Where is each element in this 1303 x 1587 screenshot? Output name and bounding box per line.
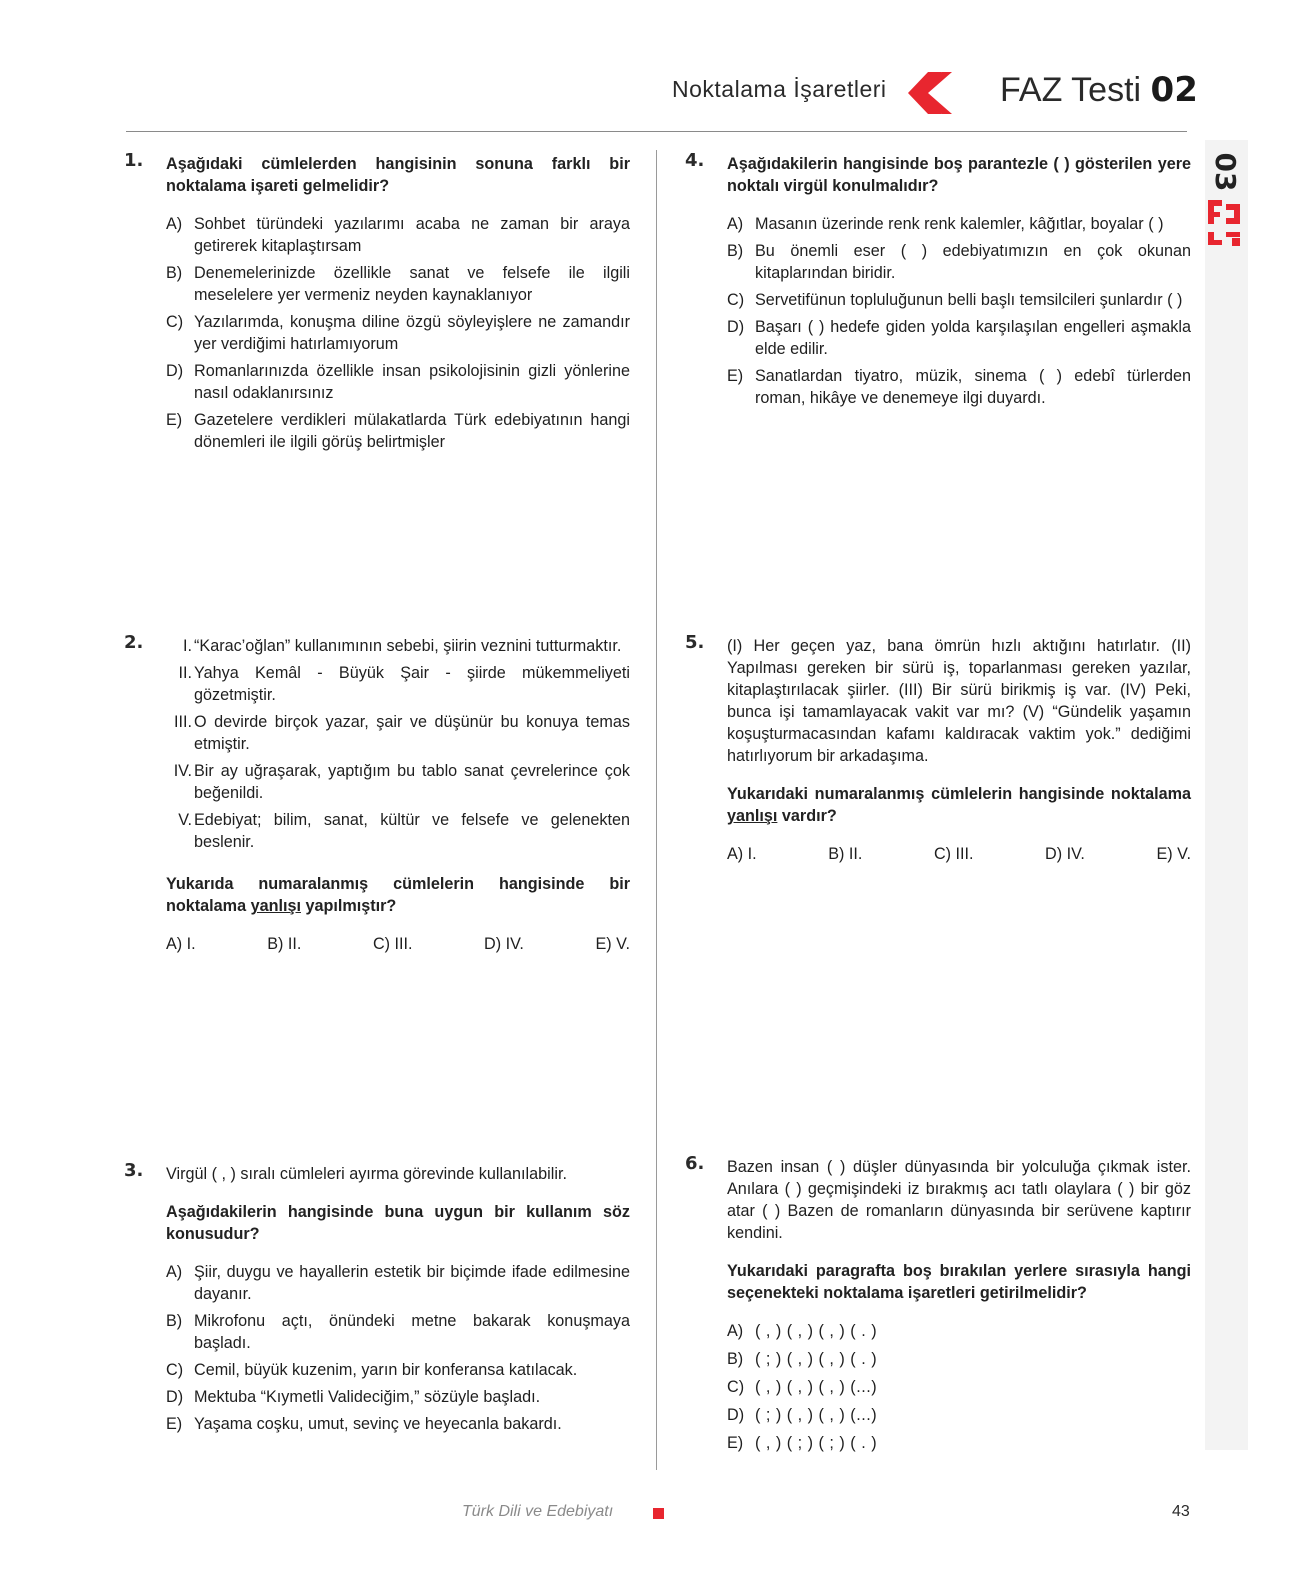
statement-i bbox=[166, 635, 630, 657]
option-b[interactable] bbox=[166, 262, 630, 306]
option-text: Şiir, duygu ve hayallerin estetik bir biçimde ifade edilmesine dayanır. bbox=[194, 1263, 630, 1303]
option-text: Yaşama coşku, umut, sevinç ve heyecanla bakardı. bbox=[194, 1415, 562, 1433]
statement-iv bbox=[166, 760, 630, 804]
option-letter: C) bbox=[727, 291, 745, 309]
question-number: 2. bbox=[124, 632, 144, 653]
roman-numeral: IV. bbox=[173, 762, 192, 780]
question-number: 3. bbox=[124, 1160, 144, 1181]
option-letter: C) bbox=[166, 313, 184, 331]
question-number: 1. bbox=[124, 150, 144, 171]
question-stem bbox=[727, 783, 1191, 827]
option-text: Romanlarınızda özellikle insan psikolojisinin gizli yönlerine nasıl odaklanırsınız bbox=[194, 362, 630, 402]
option-e[interactable] bbox=[727, 365, 1191, 409]
option-text: ( , ) ( , ) ( , ) ( . ) bbox=[755, 1322, 878, 1340]
question-intro: Virgül ( , ) sıralı cümleleri ayırma görevinde kullanılabilir. bbox=[166, 1165, 567, 1183]
option-letter: E) bbox=[166, 411, 183, 429]
statement-v bbox=[166, 809, 630, 853]
option-letter: E) bbox=[166, 1415, 183, 1433]
option-text: Başarı ( ) hedefe giden yolda karşılaşılan engelleri aşmakla elde edilir. bbox=[755, 318, 1191, 358]
option-letter: B) bbox=[727, 1350, 744, 1368]
option-text: Mektuba “Kıymetli Valideciğim,” sözüyle başladı. bbox=[194, 1388, 541, 1406]
roman-numeral: I. bbox=[183, 637, 192, 655]
option-c[interactable]: C) III. bbox=[372, 935, 413, 953]
option-letter: C) bbox=[727, 1378, 745, 1396]
option-text: Sanatlardan tiyatro, müzik, sinema ( ) edebî türlerden roman, hikâye ve denemeye ilgi duyardı. bbox=[755, 367, 1191, 407]
option-d[interactable]: D) IV. bbox=[1045, 845, 1085, 863]
question-number: 6. bbox=[685, 1153, 705, 1174]
option-e[interactable]: E) V. bbox=[595, 935, 630, 953]
option-d[interactable] bbox=[166, 360, 630, 404]
option-a[interactable] bbox=[166, 213, 630, 257]
roman-numeral: III. bbox=[174, 713, 192, 731]
page-number: 43 bbox=[1172, 1503, 1190, 1520]
question-3 bbox=[124, 1160, 630, 1440]
option-e[interactable] bbox=[727, 1432, 1191, 1454]
option-b[interactable] bbox=[727, 1348, 1191, 1370]
option-e[interactable] bbox=[166, 1413, 630, 1435]
option-e[interactable] bbox=[166, 409, 630, 453]
option-b[interactable] bbox=[166, 1310, 630, 1354]
option-letter: B) bbox=[166, 1312, 183, 1330]
statement-ii bbox=[166, 662, 630, 706]
side-strip bbox=[1205, 140, 1248, 1450]
option-letter: D) bbox=[166, 1388, 184, 1406]
option-text: Masanın üzerinde renk renk kalemler, kâğıtlar, boyalar ( ) bbox=[755, 215, 1164, 233]
option-a[interactable]: A) I. bbox=[727, 845, 757, 863]
roman-numeral: II. bbox=[178, 664, 192, 682]
roman-numeral: V. bbox=[178, 811, 192, 829]
option-e[interactable]: E) V. bbox=[1156, 845, 1191, 863]
option-text: Denemelerinizde özellikle sanat ve felsefe ile ilgili meselelere yer vermeniz neyden kaynaklanıyor bbox=[194, 264, 630, 304]
statement-text: Bir ay uğraşarak, yaptığım bu tablo sanat çevrelerince çok beğenildi. bbox=[194, 762, 630, 802]
option-b[interactable]: B) II. bbox=[828, 845, 863, 863]
options-row bbox=[727, 843, 1191, 865]
statement-iii bbox=[166, 711, 630, 755]
question-number: 5. bbox=[685, 632, 705, 653]
option-a[interactable] bbox=[727, 213, 1191, 235]
options-list bbox=[727, 1320, 1191, 1454]
section-title: Noktalama İşaretleri bbox=[672, 76, 887, 102]
option-text: ( ; ) ( , ) ( , ) ( . ) bbox=[755, 1350, 878, 1368]
question-4 bbox=[685, 150, 1191, 414]
option-letter: D) bbox=[727, 318, 745, 336]
stem-underlined: yanlışı bbox=[727, 807, 778, 825]
question-stem: Aşağıdakilerin hangisinde buna uygun bir kullanım söz konusudur? bbox=[166, 1203, 630, 1243]
option-c[interactable]: C) III. bbox=[933, 845, 974, 863]
option-b[interactable]: B) II. bbox=[267, 935, 302, 953]
option-letter: E) bbox=[727, 367, 744, 385]
stem-text: Yukarıda numaralanmış cümlelerin hangisinde bir noktalama bbox=[166, 875, 630, 915]
option-c[interactable] bbox=[166, 311, 630, 355]
option-text: Yazılarımda, konuşma diline özgü söyleyişlere ne zamandır yer verdiğimi hatırlamıyorum bbox=[194, 313, 630, 353]
header-divider bbox=[126, 131, 1187, 132]
side-number: 03 bbox=[1209, 152, 1242, 192]
question-number: 4. bbox=[685, 150, 705, 171]
statement-text: Edebiyat; bilim, sanat, kültür ve felsefe ve gelenekten beslenir. bbox=[194, 811, 630, 851]
option-a[interactable]: A) I. bbox=[166, 935, 196, 953]
statement-text: “Karac’oğlan” kullanımının sebebi, şiirin veznini tutturmaktır. bbox=[194, 637, 622, 655]
option-b[interactable] bbox=[727, 240, 1191, 284]
option-text: Servetifünun topluluğunun belli başlı temsilcileri şunlardır ( ) bbox=[755, 291, 1183, 309]
option-text: ( , ) ( , ) ( , ) (...) bbox=[755, 1378, 878, 1396]
option-letter: D) bbox=[166, 362, 184, 380]
option-letter: A) bbox=[727, 215, 744, 233]
option-letter: A) bbox=[166, 1263, 183, 1281]
test-title bbox=[1000, 70, 1198, 110]
option-c[interactable] bbox=[727, 1376, 1191, 1398]
stem-underlined: yanlışı bbox=[250, 897, 301, 915]
option-d[interactable] bbox=[166, 1386, 630, 1408]
option-letter: E) bbox=[727, 1434, 744, 1452]
option-text: Mikrofonu açtı, önündeki metne bakarak konuşmaya başladı. bbox=[194, 1312, 630, 1352]
test-number: 02 bbox=[1150, 70, 1198, 110]
question-6 bbox=[685, 1153, 1191, 1460]
stem-text: Yukarıdaki numaralanmış cümlelerin hangisinde noktalama bbox=[727, 785, 1191, 803]
statement-text: Yahya Kemâl - Büyük Şair - şiirde mükemmeliyeti gözetmiştir. bbox=[194, 664, 630, 704]
option-letter: C) bbox=[166, 1361, 184, 1379]
option-letter: B) bbox=[727, 242, 744, 260]
question-5 bbox=[685, 632, 1191, 865]
option-c[interactable] bbox=[166, 1359, 630, 1381]
square-bullet-icon bbox=[653, 1508, 664, 1519]
option-d[interactable]: D) IV. bbox=[484, 935, 524, 953]
option-a[interactable] bbox=[727, 1320, 1191, 1342]
chevron-left-icon bbox=[908, 70, 952, 116]
column-divider bbox=[656, 150, 657, 1470]
statement-text: O devirde birçok yazar, şair ve düşünür bu konuya temas etmiştir. bbox=[194, 713, 630, 753]
question-stem: Aşağıdakilerin hangisinde boş parantezle ( ) gösterilen yere noktalı virgül konulmalıdır? bbox=[727, 155, 1191, 195]
option-d[interactable] bbox=[727, 1404, 1191, 1426]
option-letter: A) bbox=[727, 1322, 744, 1340]
option-text: Bu önemli eser ( ) edebiyatımızın en çok okunan kitaplarından biridir. bbox=[755, 242, 1191, 282]
question-passage: (I) Her geçen yaz, bana ömrün hızlı aktığını hatırlatır. (II) Yapılması gereken bir sürü iş, toparlanması gereken yazılar, kitaplaştırılacak şiirler. (III) Bir sürü birikmiş iş var. (IV) Peki, bunca işi tamamlayacak vakit var mı? (V) “Gündelik yaşamın koşuşturmacasından kafamı kaldıracak vaktim yok.” dediğimi hatırlıyorum bir arkadaşıma. bbox=[727, 637, 1191, 765]
test-label: FAZ Testi bbox=[1000, 71, 1142, 109]
option-text: Cemil, büyük kuzenim, yarın bir konferansa katılacak. bbox=[194, 1361, 578, 1379]
option-d[interactable] bbox=[727, 316, 1191, 360]
option-letter: D) bbox=[727, 1406, 745, 1424]
question-stem bbox=[166, 873, 630, 917]
option-text: ( , ) ( ; ) ( ; ) ( . ) bbox=[755, 1434, 878, 1452]
option-text: Gazetelere verdikleri mülakatlarda Türk edebiyatının hangi dönemleri ile ilgili görüş belirtmişler bbox=[194, 411, 630, 451]
option-letter: A) bbox=[166, 215, 183, 233]
question-passage: Bazen insan ( ) düşler dünyasında bir yolculuğa çıkmak ister. Anılara ( ) geçmişindeki iz bırakmış acı tatlı olaylara ( ) bir göz atar ( ) Bazen de romanların dünyasında bir serüvene kaptırır kendini. bbox=[727, 1158, 1191, 1242]
question-1 bbox=[124, 150, 630, 458]
option-letter: B) bbox=[166, 264, 183, 282]
book-title: Türk Dili ve Edebiyatı bbox=[462, 1503, 614, 1520]
stem-text: vardır? bbox=[777, 807, 837, 825]
option-c[interactable] bbox=[727, 289, 1191, 311]
stem-text: yapılmıştır? bbox=[300, 897, 397, 915]
option-text: Sohbet türündeki yazılarımı acaba ne zaman bir araya getirerek kitaplaştırsam bbox=[194, 215, 630, 255]
option-a[interactable] bbox=[166, 1261, 630, 1305]
options-row bbox=[166, 933, 630, 955]
option-text: ( ; ) ( , ) ( , ) (...) bbox=[755, 1406, 878, 1424]
question-stem: Yukarıdaki paragrafta boş bırakılan yerlere sırasıyla hangi seçenekteki noktalama işaretleri getirilmelidir? bbox=[727, 1262, 1191, 1302]
question-2 bbox=[124, 632, 630, 955]
question-stem: Aşağıdaki cümlelerden hangisinin sonuna farklı bir noktalama işareti gelmelidir? bbox=[166, 155, 630, 195]
